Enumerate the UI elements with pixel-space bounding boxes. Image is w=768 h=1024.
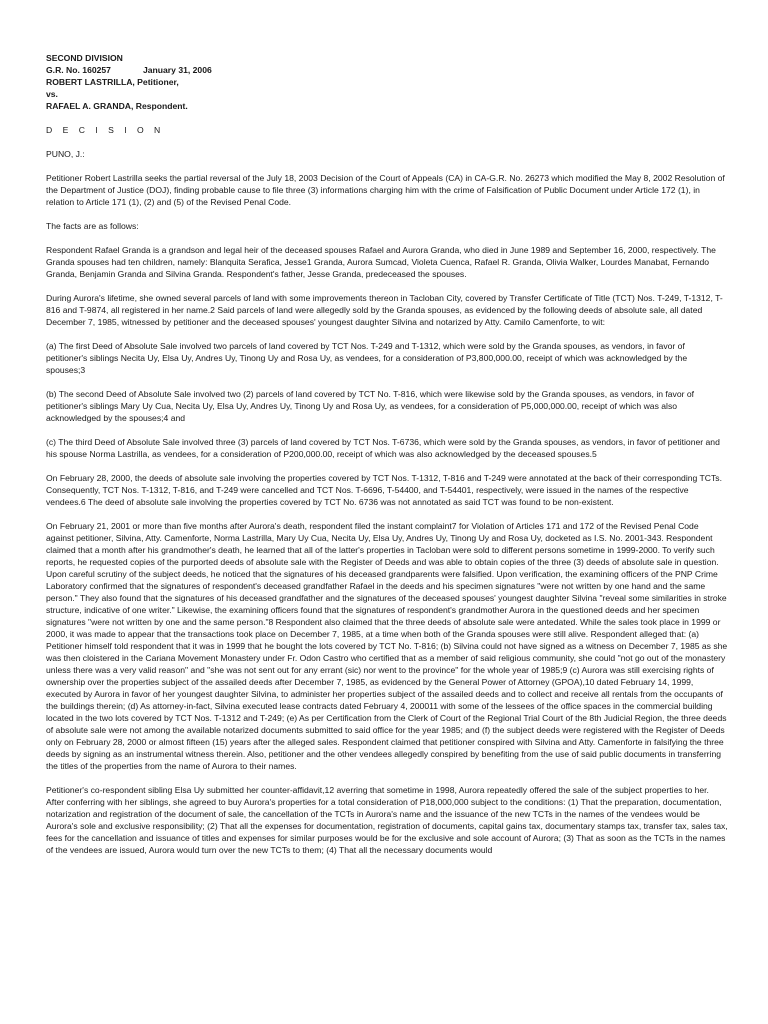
paragraph: During Aurora's lifetime, she owned several parcels of land with some improvements thereon in Tacloban City, covered by Transfer Certificate of Title (TCT) Nos. T-249, T-1312, T-816 and T-9874, all registered in her name.2 Said parcels of land were allegedly sold by the Granda spouses, as evidenced by the following deeds of absolute sale, all dated December 7, 1985, witnessed by petitioner and the deceased spouses' youngest daughter Silvina and notarized by Atty. Camilo Camenforte, to wit: bbox=[46, 293, 723, 327]
versus-line: vs. bbox=[46, 89, 58, 99]
paragraph: On February 28, 2000, the deeds of absolute sale involving the properties covered by TCT Nos. T-1312, T-816 and T-249 were annotated at the back of their corresponding TCTs. Consequently, TCT Nos. T-1312, T-816, and T-249 were cancelled and TCT Nos. T-6696, T-54400, and T-54401, respectively, were issued in the names of the respective vendees.6 The deed of absolute sale involving the properties covered by TCT No. 6736 was not annotated as said TCT was found to be non-existent. bbox=[46, 473, 722, 507]
case-number-line bbox=[46, 64, 728, 76]
division-heading: SECOND DIVISION bbox=[46, 53, 123, 63]
case-date: January 31, 2006 bbox=[142, 65, 212, 75]
paragraph: The facts are as follows: bbox=[46, 221, 139, 231]
paragraph: (b) The second Deed of Absolute Sale involved two (2) parcels of land covered by TCT No. T-816, which were likewise sold by the Granda spouses, as vendors, in favor of petitioner's siblings Mary Uy Cua, Necita Uy, Elsa Uy, Andres Uy, Tinong Uy and Rosa Uy, as vendees, for a consideration of P5,000,000.00, receipt of which was also acknowledged by the spouses;4 and bbox=[46, 389, 695, 423]
respondent-line: RAFAEL A. GRANDA, Respondent. bbox=[46, 101, 188, 111]
paragraph: (c) The third Deed of Absolute Sale involved three (3) parcels of land covered by TCT Nos. T-6736, which were sold by the Granda spouses, as vendors, in favor of petitioner and his spouse Norma Lastrilla, as vendees, for a consideration of P200,000.00, receipt of which was also acknowledged by the deceased spouses.5 bbox=[46, 437, 720, 459]
paragraph: On February 21, 2001 or more than five months after Aurora's death, respondent filed the instant complaint7 for Violation of Articles 171 and 172 of the Revised Penal Code against petitioner, Silvina, Atty. Camenforte, Norma Lastrilla, Mary Uy Cua, Necita Uy, Elsa Uy, Andres Uy, Tinong Uy and Rosa Uy, docketed as I.S. No. 2001-343. Respondent claimed that a month after his grandmother's death, he learned that all of the latter's properties in Tacloban were sold to different persons sometime in 1999-2000. To verify such reports, he requested copies of the purported deeds of absolute sale with the Register of Deeds and was able to obtain copies of the three (3) deeds of absolute sale in question. Upon careful scrutiny of the subject deeds, he noticed that the signatures of his deceased grandparents were falsified. Upon verification, the examining officers of the PNP Crime Laboratory confirmed that the signatures of respondent's deceased grandfather Rafael in the deeds and his specimen signatures "were not written by one hand and the same person." They also found that the signatures of his deceased grandfather and the signatures of the deceased spouses' youngest daughter Silvina "reveal some similarities in stroke structure, indicative of one writer." Likewise, the examining officers found that the signatures of respondent's grandmother Aurora in the questioned deeds and her specimen signatures "were not written by one and the same person."8 Respondent also claimed that the three deeds of absolute sale were antedated. While the sales took place in 1999 or 2000, it was made to appear that the transactions took place on December 7, 1985, at a time when both of the Granda spouses were still alive. Respondent alleged that: (a) Petitioner himself told respondent that it was in 1999 that he bought the lots covered by TCT No. T-816; (b) Silvina could not have signed as a witness on December 7, 1985 as she was then cloistered in the Cariana Movement Monastery under Fr. Odon Castro who certified that as a member of said religious community, she could "not go out of the monastery unless there was a very valid reason" and "she was not sent out for any errant (sic) nor went to the province" for the whole year of 1985;9 (c) Aurora was still exercising rights of ownership over the properties subject of the assailed deeds after December 7, 1985, as evidenced by the General Power of Attorney (GPOA),10 dated February 14, 1999, executed by Aurora in favor of her youngest daughter Silvina, to administer her properties subject of the assailed deeds and to collect and receive all rentals from the occupants of the buildings therein; (d) As attorney-in-fact, Silvina executed lease contracts dated February 4, 200011 with some of the lessees of the office spaces in the commercial building located in the two lots covered by TCT Nos. T-1312 and T-249; (e) As per Certification from the Clerk of Court of the Regional Trial Court of the 8th Judicial Region, the three deeds of absolute sale were not among the available notarized documents submitted to said office for the year 1985; and (f) the subject deeds were registered with the Register of Deeds only on February 28, 2000 or almost fifteen (15) years after the alleged sales. Respondent claimed that petitioner conspired with Silvina and Atty. Camenforte in falsifying the three deeds by signing as an instrumental witness therein. Also, petitioner and the other vendees allegedly conspired by benefiting from the use of said public documents in transferring the titles of the properties from the name of Aurora to their names. bbox=[46, 521, 728, 771]
paragraph: (a) The first Deed of Absolute Sale involved two parcels of land covered by TCT Nos. T-249 and T-1312, which were sold by the Granda spouses, as vendors, in favor of petitioner's siblings Necita Uy, Elsa Uy, Andres Uy, Tinong Uy and Rosa Uy, as vendees, for a consideration of P3,800,000.00, receipt of which was acknowledged by the spouses;3 bbox=[46, 341, 688, 375]
petitioner-line: ROBERT LASTRILLA, Petitioner, bbox=[46, 77, 179, 87]
paragraph: Respondent Rafael Granda is a grandson and legal heir of the deceased spouses Rafael and Aurora Granda, who died in June 1989 and September 16, 2000, respectively. The Granda spouses had ten children, namely: Blanquita Serafica, Jesse1 Granda, Aurora Sumcad, Violeta Cuenca, Rafael R. Granda, Olivia Walker, Lourdes Manabat, Fernando Granda, Benjamin Granda and Silvina Granda. Respondent's father, Jesse Granda, predeceased the spouses. bbox=[46, 245, 716, 279]
case-header bbox=[46, 52, 728, 112]
paragraph: Petitioner Robert Lastrilla seeks the partial reversal of the July 18, 2003 Decision of the Court of Appeals (CA) in CA-G.R. No. 26273 which modified the May 8, 2002 Resolution of the Department of Justice (DOJ), finding probable cause to file three (3) informations charging him with the crime of Falsification of Public Document under Article 172 (1), in relation to Article 171 (1), (2) and (5) of the Revised Penal Code. bbox=[46, 173, 725, 207]
ponente: PUNO, J.: bbox=[46, 149, 85, 159]
decision-label: D E C I S I O N bbox=[46, 125, 165, 135]
paragraph: Petitioner's co-respondent sibling Elsa Uy submitted her counter-affidavit,12 averring that sometime in 1998, Aurora repeatedly offered the sale of the subject properties to her. After conferring with her siblings, she agreed to buy Aurora's properties for a total consideration of P18,000,000 subject to the conditions: (1) That the preparation, documentation, notarization and registration of the document of sale, the cancellation of the TCTs in Aurora's name and the issuance of the new TCTs in the names of the vendees would be Aurora's sole and exclusive responsibility; (2) That all the expenses for documentation, registration of documents, capital gains tax, documentary stamps tax, transfer tax, sales tax, fees for the cancellation and issuance of titles and expenses for similar purposes would be for the exclusive and sole account of Aurora; (3) That as soon as the TCTs in the names of the vendees are issued, Aurora would turn over the new TCTs to them; (4) That all the necessary documents would bbox=[46, 785, 728, 855]
gr-number: G.R. No. 160257 bbox=[46, 65, 111, 75]
